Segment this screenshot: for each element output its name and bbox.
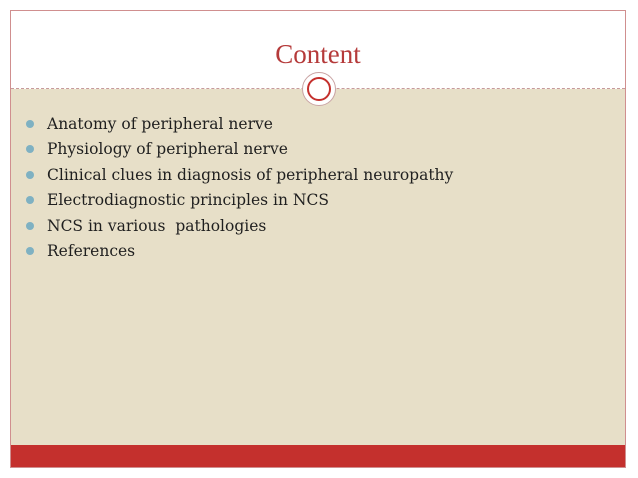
footer-bar (11, 445, 625, 467)
list-item (26, 213, 453, 239)
bullet-dot-icon (26, 120, 34, 128)
list-item (26, 111, 453, 137)
list-item-text: Physiology of peripheral nerve (47, 140, 288, 159)
bullet-dot-icon (26, 145, 34, 153)
bullet-dot-icon (26, 222, 34, 230)
list-item-text: Anatomy of peripheral nerve (47, 114, 273, 133)
list-item (26, 188, 453, 214)
ring-inner (307, 77, 331, 101)
list-item (26, 239, 453, 265)
bullet-dot-icon (26, 171, 34, 179)
list-item-text: References (47, 242, 136, 261)
list-item-text: Clinical clues in diagnosis of peripheral neuropathy (47, 165, 454, 184)
list-item (26, 137, 453, 163)
slide-title: Content (275, 39, 361, 69)
bullet-dot-icon (26, 247, 34, 255)
list-item-text: Electrodiagnostic principles in NCS (47, 191, 329, 210)
bullet-list (26, 111, 453, 264)
double-ring-icon (302, 72, 336, 106)
bullet-dot-icon (26, 196, 34, 204)
list-item (26, 162, 453, 188)
list-item-text: NCS in various pathologies (47, 216, 267, 235)
